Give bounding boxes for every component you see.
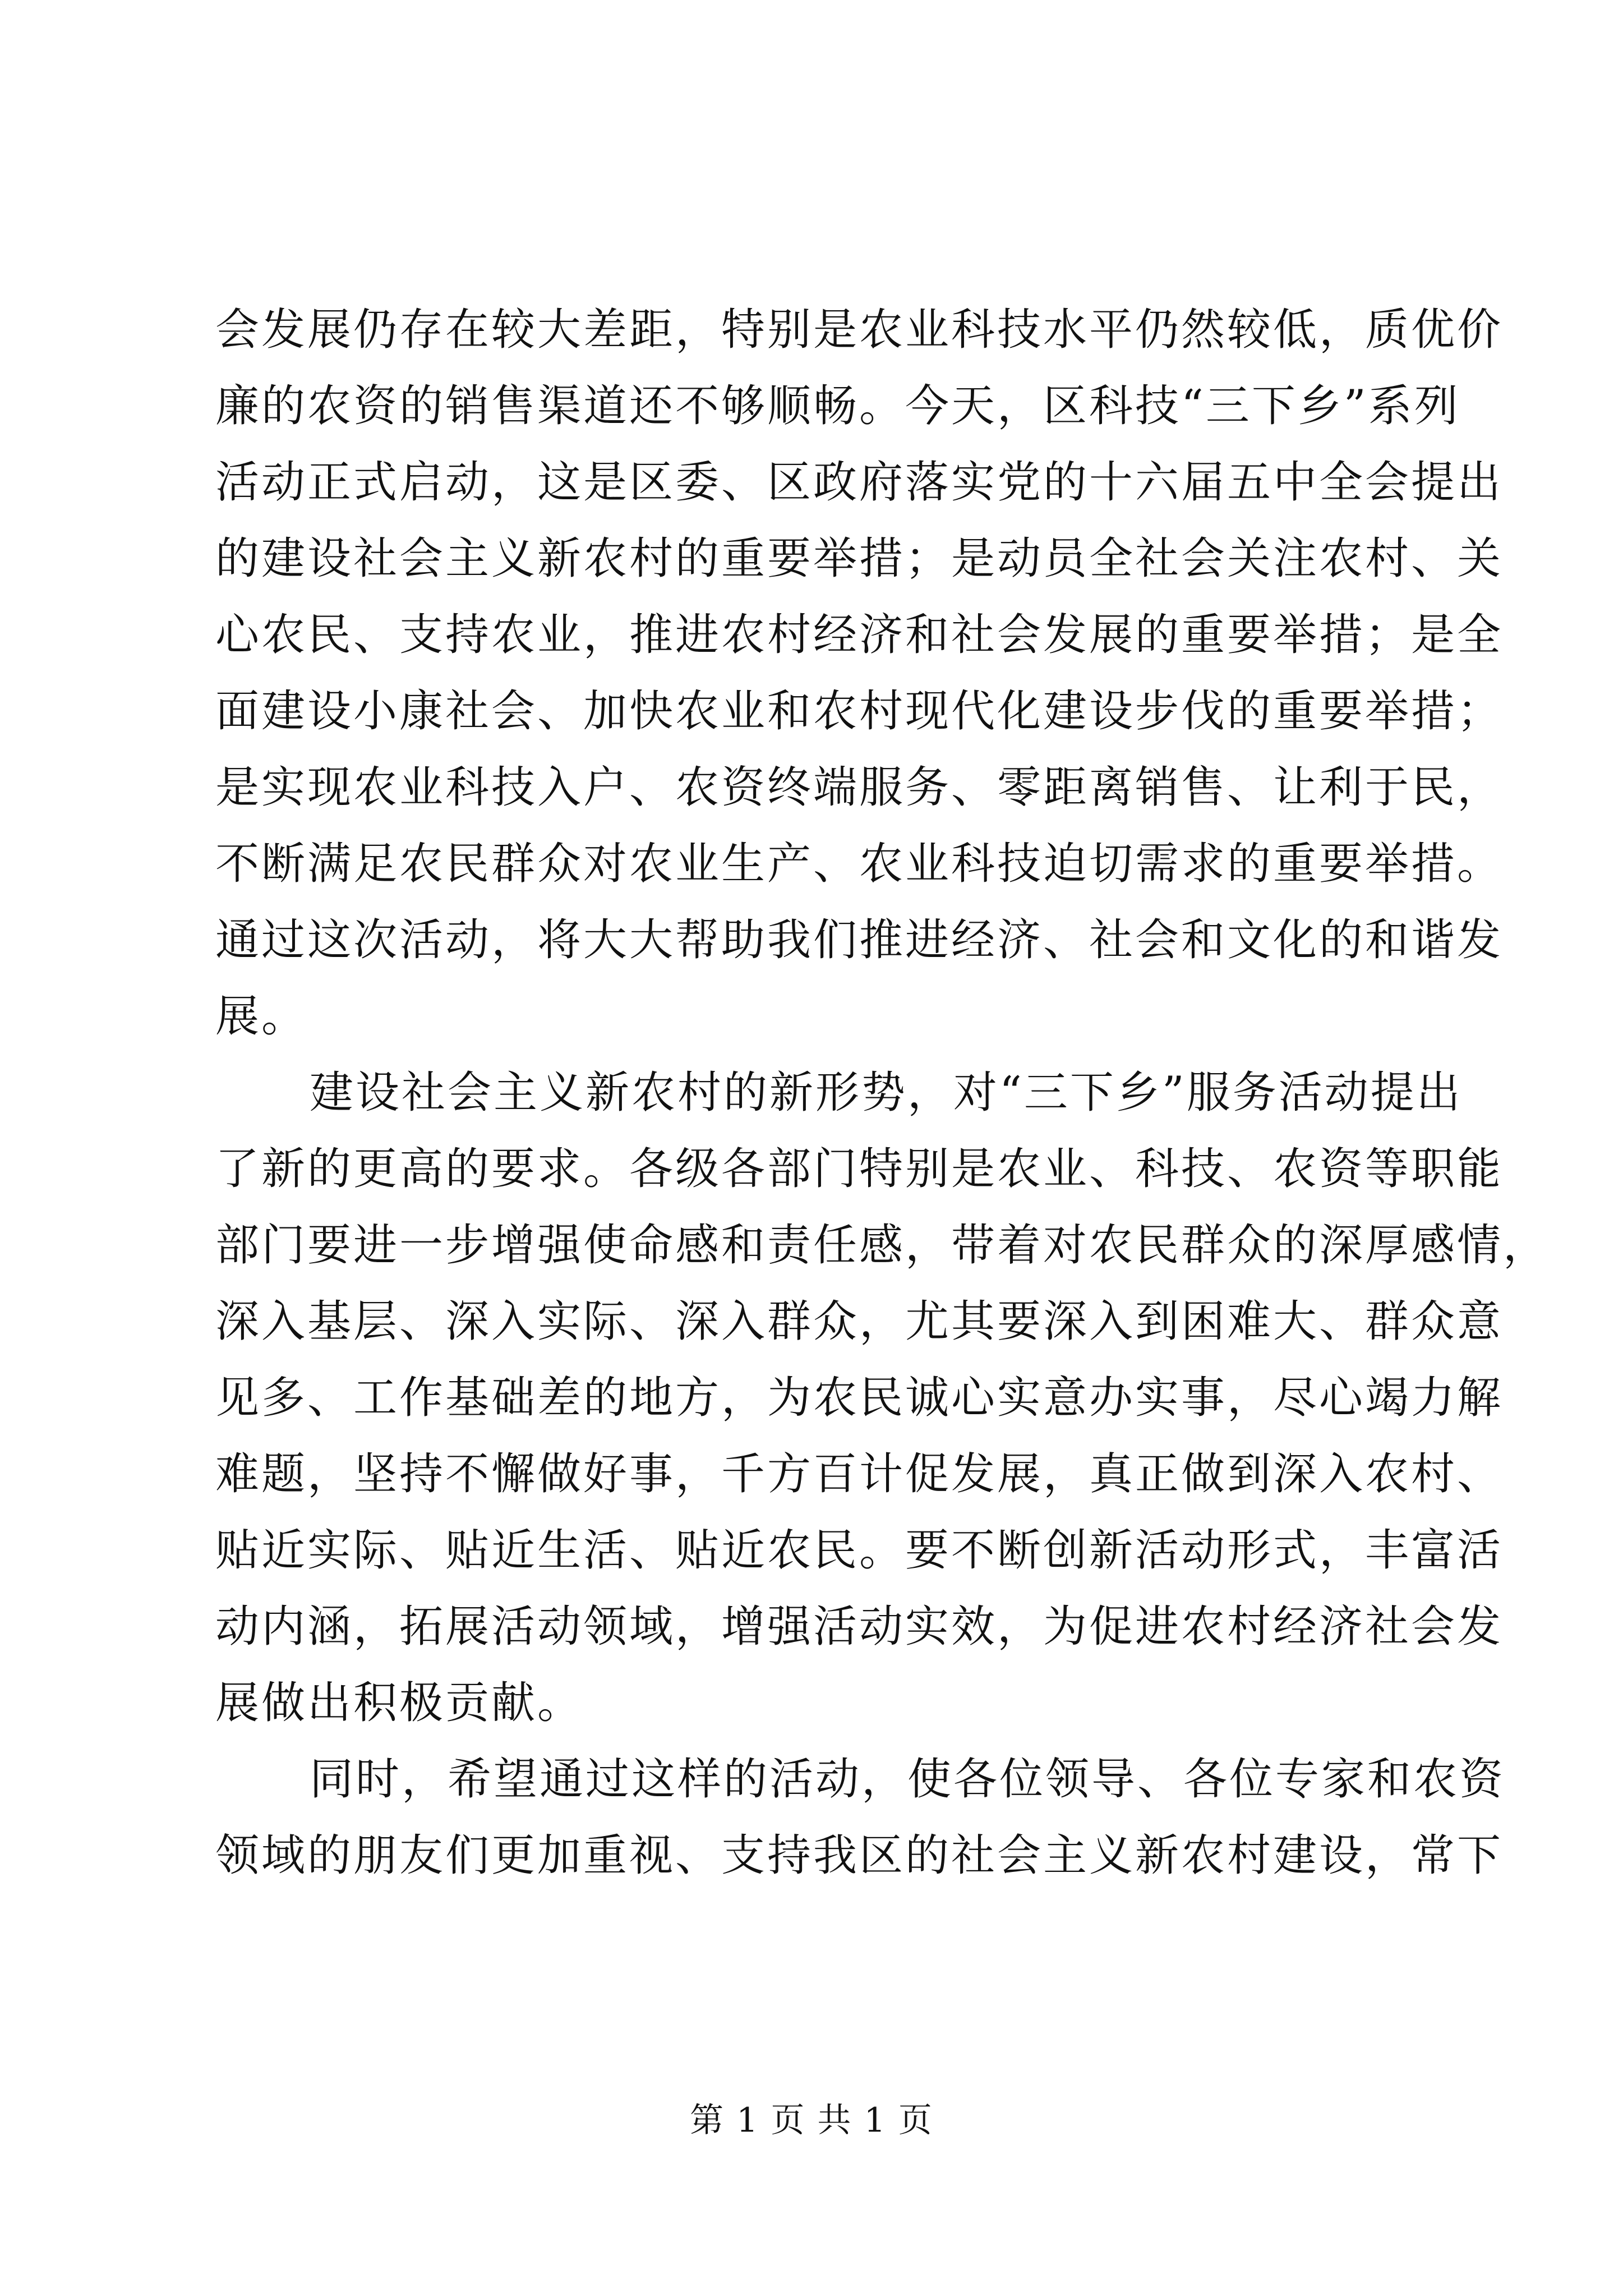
document-body xyxy=(215,292,1550,1894)
text-line: 廉的农资的销售渠道还不够顺畅。今天，区科技“三下乡”系列 xyxy=(215,381,1460,431)
text-line: 了新的更高的要求。各级各部门特别是农业、科技、农资等职能 xyxy=(215,1144,1504,1194)
page-number-label: 第 1 页 共 1 页 xyxy=(690,2101,933,2140)
text-line: 不断满足农民群众对农业生产、农业科技迫切需求的重要举措。 xyxy=(215,839,1504,889)
text-line: 深入基层、深入实际、深入群众，尤其要深入到困难大、群众意 xyxy=(215,1296,1504,1347)
text-line: 部门要进一步增强使命感和责任感，带着对农民群众的深厚感情， xyxy=(215,1220,1550,1271)
text-line: 展做出积极贡献。 xyxy=(215,1678,584,1728)
text-line: 活动正式启动，这是区委、区政府落实党的十六届五中全会提出 xyxy=(215,457,1504,508)
text-line: 贴近实际、贴近生活、贴近农民。要不断创新活动形式，丰富活 xyxy=(215,1525,1504,1576)
text-line: 通过这次活动，将大大帮助我们推进经济、社会和文化的和谐发 xyxy=(215,915,1504,965)
text-line: 心农民、支持农业，推进农村经济和社会发展的重要举措；是全 xyxy=(215,610,1504,660)
text-line: 面建设小康社会、加快农业和农村现代化建设步伐的重要举措； xyxy=(215,686,1504,737)
text-line-indented: 同时，希望通过这样的活动，使各位领导、各位专家和农资 xyxy=(310,1754,1506,1805)
text-line: 是实现农业科技入户、农资终端服务、零距离销售、让利于民， xyxy=(215,762,1504,813)
text-line: 领域的朋友们更加重视、支持我区的社会主义新农村建设，常下 xyxy=(215,1830,1504,1881)
text-line-indented: 建设社会主义新农村的新形势，对“三下乡”服务活动提出 xyxy=(310,1068,1463,1118)
text-line: 展。 xyxy=(215,991,308,1042)
text-line: 会发展仍存在较大差距，特别是农业科技水平仍然较低，质优价 xyxy=(215,305,1504,355)
page-footer xyxy=(0,2098,1623,2143)
text-line: 难题，坚持不懈做好事，千方百计促发展，真正做到深入农村、 xyxy=(215,1449,1504,1499)
text-line: 动内涵，拓展活动领域，增强活动实效，为促进农村经济社会发 xyxy=(215,1602,1504,1652)
text-line: 的建设社会主义新农村的重要举措；是动员全社会关注农村、关 xyxy=(215,533,1504,584)
text-line: 见多、工作基础差的地方，为农民诚心实意办实事，尽心竭力解 xyxy=(215,1373,1504,1423)
